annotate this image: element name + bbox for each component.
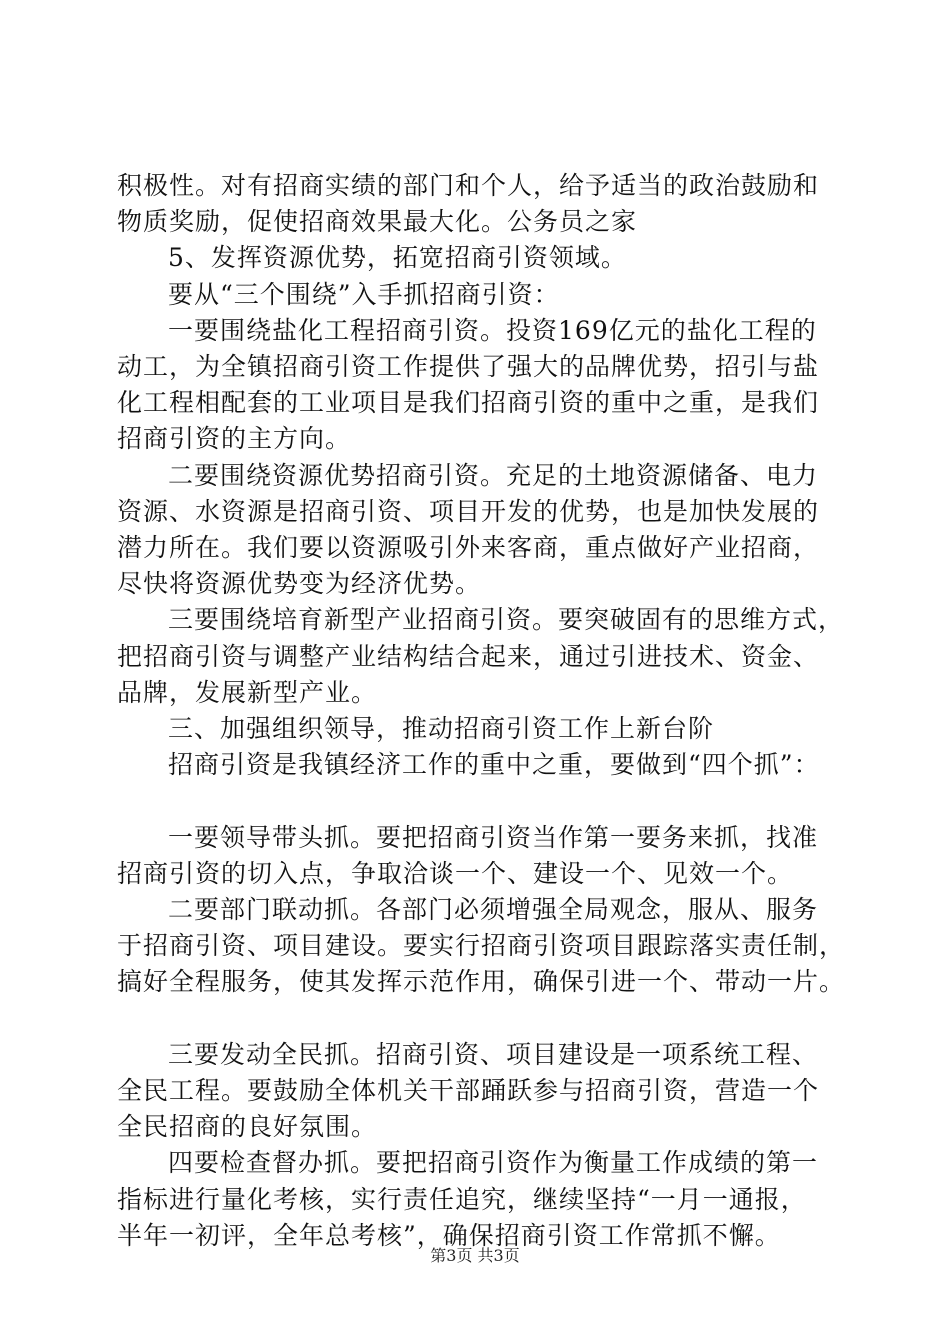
text-line: 招商引资的主方向。 — [117, 424, 352, 454]
text-line: 二要围绕资源优势招商引资。充足的土地资源储备、电力 — [168, 460, 819, 490]
text-line: 化工程相配套的工业项目是我们招商引资的重中之重，是我们 — [117, 388, 820, 418]
text-line: 四要检查督办抓。要把招商引资作为衡量工作成绩的第一 — [168, 1148, 819, 1178]
text-line: 要从“三个围绕”入手抓招商引资： — [168, 279, 560, 309]
text-line: 三、加强组织领导，推动招商引资工作上新台阶 — [168, 714, 715, 743]
text-line: 三要发动全民抓。招商引资、项目建设是一项系统工程、 — [168, 1039, 819, 1069]
text-line: 三要围绕培育新型产业招商引资。要突破固有的思维方式， — [168, 605, 845, 635]
text-line: 二要部门联动抓。各部门必须增强全局观念，服从、服务 — [168, 895, 819, 924]
text-line: 尽快将资源优势变为经济优势。 — [117, 569, 482, 599]
text-line: 物质奖励，促使招商效果最大化。公务员之家 — [117, 207, 638, 237]
text-line: 半年一初评，全年总考核”，确保招商引资工作常抓不懈。 — [117, 1220, 781, 1250]
text-line: 5、发挥资源优势，拓宽招商引资领域。 — [168, 243, 627, 273]
text-line: 品牌，发展新型产业。 — [117, 677, 378, 707]
text-line: 积极性。对有招商实绩的部门和个人，给予适当的政治鼓励和 — [117, 171, 820, 200]
text-line: 指标进行量化考核，实行责任追究，继续坚持“一月一通报， — [117, 1184, 807, 1214]
text-line: 全民招商的良好氛围。 — [117, 1112, 378, 1142]
text-line: 于招商引资、项目建设。要实行招商引资项目跟踪落实责任制， — [117, 931, 846, 961]
text-line: 动工，为全镇招商引资工作提供了强大的品牌优势，招引与盐 — [117, 352, 820, 381]
text-line: 招商引资的切入点，争取洽谈一个、建设一个、见效一个。 — [117, 858, 794, 888]
text-line: 一要围绕盐化工程招商引资。投资169亿元的盐化工程的 — [168, 315, 817, 345]
text-line: 把招商引资与调整产业结构结合起来，通过引进技术、资金、 — [117, 641, 820, 671]
text-line: 资源、水资源是招商引资、项目开发的优势，也是加快发展的 — [117, 496, 820, 526]
text-line: 一要领导带头抓。要把招商引资当作第一要务来抓，找准 — [168, 822, 819, 852]
text-line: 搞好全程服务，使其发挥示范作用，确保引进一个、带动一片。 — [117, 967, 846, 997]
text-line: 招商引资是我镇经济工作的重中之重，要做到“四个抓”： — [168, 750, 820, 780]
text-line: 潜力所在。我们要以资源吸引外来客商，重点做好产业招商， — [117, 533, 820, 562]
page-footer: 第3页 共3页 — [430, 1246, 520, 1265]
text-line: 全民工程。要鼓励全体机关干部踊跃参与招商引资，营造一个 — [117, 1076, 820, 1105]
